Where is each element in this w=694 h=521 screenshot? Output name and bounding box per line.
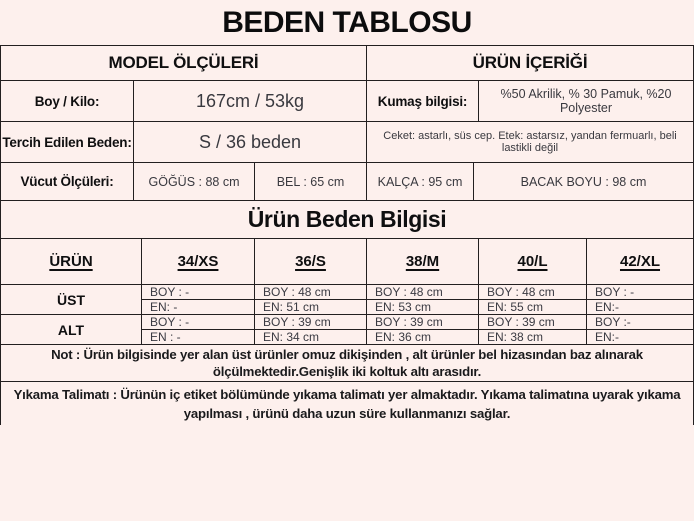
table-body	[0, 45, 694, 425]
urun-icerik-note: Ceket: astarlı, süs cep. Etek: astarsız, yandan fermuarlı, beli lastikli değil	[366, 122, 693, 162]
size-cell: BOY : 39 cm	[366, 315, 478, 329]
bacak-boyu-value: BACAK BOYU : 98 cm	[473, 163, 693, 200]
vucut-olculeri-row	[1, 162, 693, 200]
tercih-beden-row	[1, 121, 693, 162]
kumas-value: %50 Akrilik, % 30 Pamuk, %20 Polyester	[478, 81, 693, 121]
alt-boy-row	[141, 315, 693, 329]
vucut-label: Vücut Ölçüleri:	[20, 174, 114, 189]
size-cell: EN: 51 cm	[254, 300, 366, 314]
size-cell: BOY : 48 cm	[478, 285, 586, 299]
boy-kilo-row	[1, 80, 693, 121]
alt-label: ALT	[57, 321, 85, 338]
size-cell: EN: 34 cm	[254, 330, 366, 344]
kumas-label: Kumaş bilgisi:	[366, 81, 478, 121]
size-cell: BOY : 39 cm	[478, 315, 586, 329]
tercih-beden-label: Tercih Edilen Beden:	[2, 134, 132, 150]
size-header-urun: ÜRÜN	[49, 253, 93, 270]
size-header-38m: 38/M	[366, 239, 478, 284]
size-cell: EN: 53 cm	[366, 300, 478, 314]
size-cell: BOY : 39 cm	[254, 315, 366, 329]
size-header-34xs: 34/XS	[141, 239, 254, 284]
size-section-title-row	[1, 200, 693, 238]
size-cell: BOY :-	[586, 315, 693, 329]
kalca-value: KALÇA : 95 cm	[366, 163, 473, 200]
ust-block	[1, 284, 693, 314]
bel-value: BEL : 65 cm	[254, 163, 366, 200]
ust-en-row	[141, 299, 693, 314]
product-content-header: ÜRÜN İÇERİĞİ	[366, 46, 693, 80]
size-cell: BOY : 48 cm	[366, 285, 478, 299]
boy-kilo-label: Boy / Kilo:	[34, 93, 100, 109]
ust-sub-rows	[141, 285, 693, 314]
size-section-title: Ürün Beden Bilgisi	[247, 206, 447, 232]
size-cell: EN : -	[141, 330, 254, 344]
size-cell: EN:-	[586, 330, 693, 344]
alt-en-row	[141, 329, 693, 344]
ust-boy-row	[141, 285, 693, 299]
page-title: BEDEN TABLOSU	[222, 5, 472, 39]
measurement-note: Not : Ürün bilgisinde yer alan üst ürünler omuz dikişinden , alt ürünler bel hizasından baz alınarak ölçülmektedir.Genişlik iki koltuk altı arasıdır.	[1, 344, 693, 381]
size-cell: EN: 36 cm	[366, 330, 478, 344]
size-cell: BOY : -	[586, 285, 693, 299]
size-cell: EN: -	[141, 300, 254, 314]
model-header-row	[1, 45, 693, 80]
model-measures-header: MODEL ÖLÇÜLERİ	[108, 53, 259, 72]
size-cell: BOY : -	[141, 315, 254, 329]
tercih-beden-value: S / 36 beden	[133, 122, 366, 162]
size-cell: EN:-	[586, 300, 693, 314]
size-cell: EN: 38 cm	[478, 330, 586, 344]
ust-label: ÜST	[57, 291, 85, 308]
size-cell: EN: 55 cm	[478, 300, 586, 314]
size-cell: BOY : -	[141, 285, 254, 299]
size-header-40l: 40/L	[478, 239, 586, 284]
gogus-value: GÖĞÜS : 88 cm	[133, 163, 254, 200]
title-bar	[0, 0, 694, 45]
size-header-42xl: 42/XL	[586, 239, 693, 284]
size-header-row	[1, 238, 693, 284]
alt-sub-rows	[141, 315, 693, 344]
boy-kilo-value: 167cm / 53kg	[133, 81, 366, 121]
size-header-36s: 36/S	[254, 239, 366, 284]
size-cell: BOY : 48 cm	[254, 285, 366, 299]
washing-instructions-note: Yıkama Talimatı : Ürünün iç etiket bölümünde yıkama talimatı yer almaktadır. Yıkama talimatına uyarak yıkama yapılması , ürünü daha uzun süre kullanmanızı sağlar.	[1, 381, 693, 425]
alt-block	[1, 314, 693, 344]
